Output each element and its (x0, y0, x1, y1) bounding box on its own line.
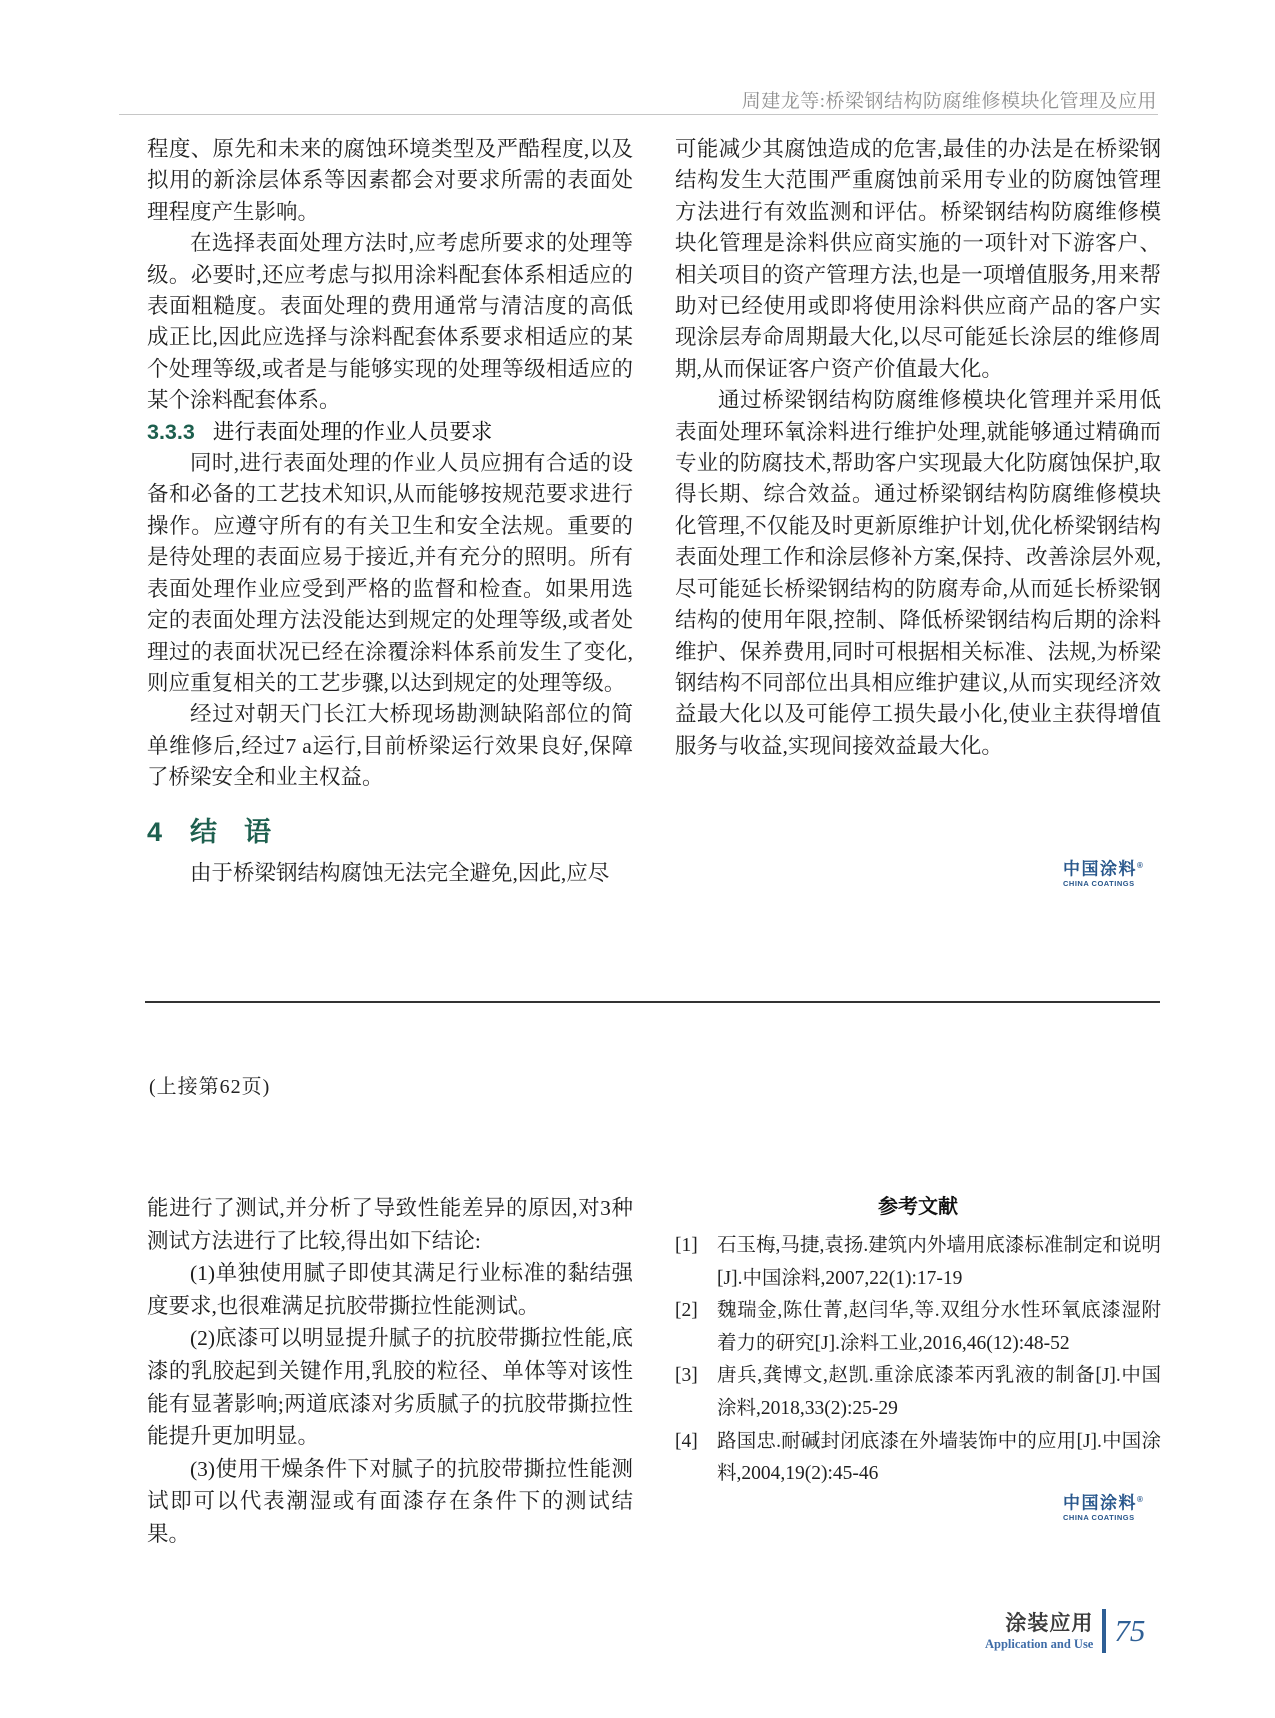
reference-number: [4] (675, 1430, 698, 1452)
china-coatings-logo (1063, 1490, 1183, 1523)
reference-text: 路国忠.耐碱封闭底漆在外墙装饰中的应用[J].中国涂料,2004,19(2):45-46 (717, 1430, 1161, 1485)
reference-item (675, 1295, 1161, 1360)
reference-text: 魏瑞金,陈仕菁,赵闫华,等.双组分水性环氧底漆湿附着力的研究[J].涂料工业,2016,46(12):48-52 (717, 1300, 1161, 1354)
reference-number: [1] (675, 1235, 698, 1256)
paragraph: 经过对朝天门长江大桥现场勘测缺陷部位的简单维修后,经过7 a运行,目前桥梁运行效果良好,保障了桥梁安全和业主权益。 (147, 702, 633, 790)
paragraph: 在选择表面处理方法时,应考虑所要求的处理等级。必要时,还应考虑与拟用涂料配套体系相适应的表面粗糙度。表面处理的费用通常与清洁度的高低成正比,因此应选择与涂料配套体系要求相适应的某个处理等级,或者是与能够实现的处理等级相适应的某个涂料配套体系。 (147, 231, 633, 413)
article1-right-column (675, 134, 1161, 889)
china-coatings-logo (1063, 856, 1183, 889)
article-divider (145, 1001, 1160, 1003)
footer-divider-bar (1102, 1609, 1106, 1653)
article1-left-column (147, 134, 633, 889)
section-4-heading (147, 814, 633, 850)
references-heading: 参考文献 (878, 1196, 958, 1218)
reference-item (675, 1426, 1161, 1491)
conclusion-item: (3)使用干燥条件下对腻子的抗胶带撕拉性能测试即可以代表潮湿或有面漆存在条件下的测试结果。 (147, 1456, 633, 1546)
paragraph: 由于桥梁钢结构腐蚀无法完全避免,因此,应尽 (190, 860, 610, 885)
conclusion-item: (1)单独使用腻子即使其满足行业标准的黏结强度要求,也很难满足抗胶带撕拉性能测试。 (147, 1261, 633, 1318)
header-divider (119, 114, 1158, 115)
paragraph: 程度、原先和未来的腐蚀环境类型及严酷程度,以及拟用的新涂层体系等因素都会对要求所需的表面处理程度产生影响。 (147, 137, 633, 224)
reference-item (675, 1360, 1161, 1425)
section-title: 结 语 (190, 816, 272, 847)
paragraph: 能进行了测试,并分析了导致性能差异的原因,对3种测试方法进行了比较,得出如下结论: (147, 1196, 633, 1253)
conclusion-item: (2)底漆可以明显提升腻子的抗胶带撕拉性能,底漆的乳胶起到关键作用,乳胶的粒径、单体等对该性能有显著影响;两道底漆对劣质腻子的抗胶带撕拉性能提升更加明显。 (147, 1326, 633, 1449)
paragraph: 通过桥梁钢结构防腐维修模块化管理并采用低表面处理环氧涂料进行维护处理,就能够通过精确而专业的防腐技术,帮助客户实现最大化防腐蚀保护,取得长期、综合效益。通过桥梁钢结构防腐维修模块化管理,不仅能及时更新原维护计划,优化桥梁钢结构表面处理工作和涂层修补方案,保持、改善涂层外观,尽可能延长桥梁钢结构的防腐寿命,从而延长桥梁钢结构的使用年限,控制、降低桥梁钢结构后期的涂料维护、保养费用,同时可根据相关标准、法规,为桥梁钢结构不同部位出具相应维护建议,从而实现经济效益最大化以及可能停工损失最小化,使业主获得增值服务与收益,实现间接效益最大化。 (675, 388, 1161, 758)
logo-chinese-text: 中国涂料® (1063, 1493, 1143, 1513)
section-number: 4 (147, 816, 163, 847)
registered-trademark-icon: ® (1137, 861, 1143, 870)
running-header-title: 周建龙等:桥梁钢结构防腐维修模块化管理及应用 (741, 91, 1157, 112)
logo-english-text: CHINA COATINGS (1063, 1512, 1135, 1522)
reference-item (675, 1230, 1161, 1295)
paragraph: 可能减少其腐蚀造成的危害,最佳的办法是在桥梁钢结构发生大范围严重腐蚀前采用专业的防腐蚀管理方法进行有效监测和评估。桥梁钢结构防腐维修模块化管理是涂料供应商实施的一项针对下游客户、相关项目的资产管理方法,也是一项增值服务,用来帮助对已经使用或即将使用涂料供应商产品的客户实现涂层寿命周期最大化,以尽可能延长涂层的维修周期,从而保证客户资产价值最大化。 (675, 137, 1161, 381)
reference-text: 石玉梅,马捷,袁扬.建筑内外墙用底漆标准制定和说明[J].中国涂料,2007,22(1):17-19 (717, 1235, 1161, 1289)
article2-columns (147, 1192, 1161, 1551)
continuation-note: (上接第62页) (149, 1076, 271, 1098)
article2-left-column (147, 1192, 633, 1551)
footer-section-chinese: 涂装应用 (1005, 1611, 1094, 1635)
section-number: 3.3.3 (147, 419, 195, 444)
paragraph: 同时,进行表面处理的作业人员应拥有合适的设备和必备的工艺技术知识,从而能够按规范要求进行操作。应遵守所有的有关卫生和安全法规。重要的是待处理的表面应易于接近,并有充分的照明。所有表面处理作业应受到严格的监督和检查。如果用选定的表面处理方法没能达到规定的处理等级,或者处理过的表面状况已经在涂覆涂料体系前发生了变化,则应重复相关的工艺步骤,以达到规定的处理等级。 (147, 451, 633, 695)
section-title: 进行表面处理的作业人员要求 (212, 419, 493, 444)
footer-section-labels (985, 1611, 1093, 1652)
reference-text: 唐兵,龚博文,赵凯.重涂底漆苯丙乳液的制备[J].中国涂料,2018,33(2):25-29 (717, 1365, 1161, 1419)
page-number: 75 (1114, 1613, 1146, 1648)
registered-trademark-icon: ® (1137, 1495, 1143, 1504)
page-footer (985, 1608, 1145, 1654)
section-3-3-3-heading (147, 417, 633, 448)
footer-section-english: Application and Use (985, 1636, 1094, 1651)
logo-english-text: CHINA COATINGS (1063, 878, 1135, 888)
reference-number: [2] (675, 1300, 698, 1322)
reference-number: [3] (675, 1365, 698, 1387)
logo-chinese-text: 中国涂料® (1063, 859, 1143, 879)
article1-columns (147, 134, 1161, 889)
